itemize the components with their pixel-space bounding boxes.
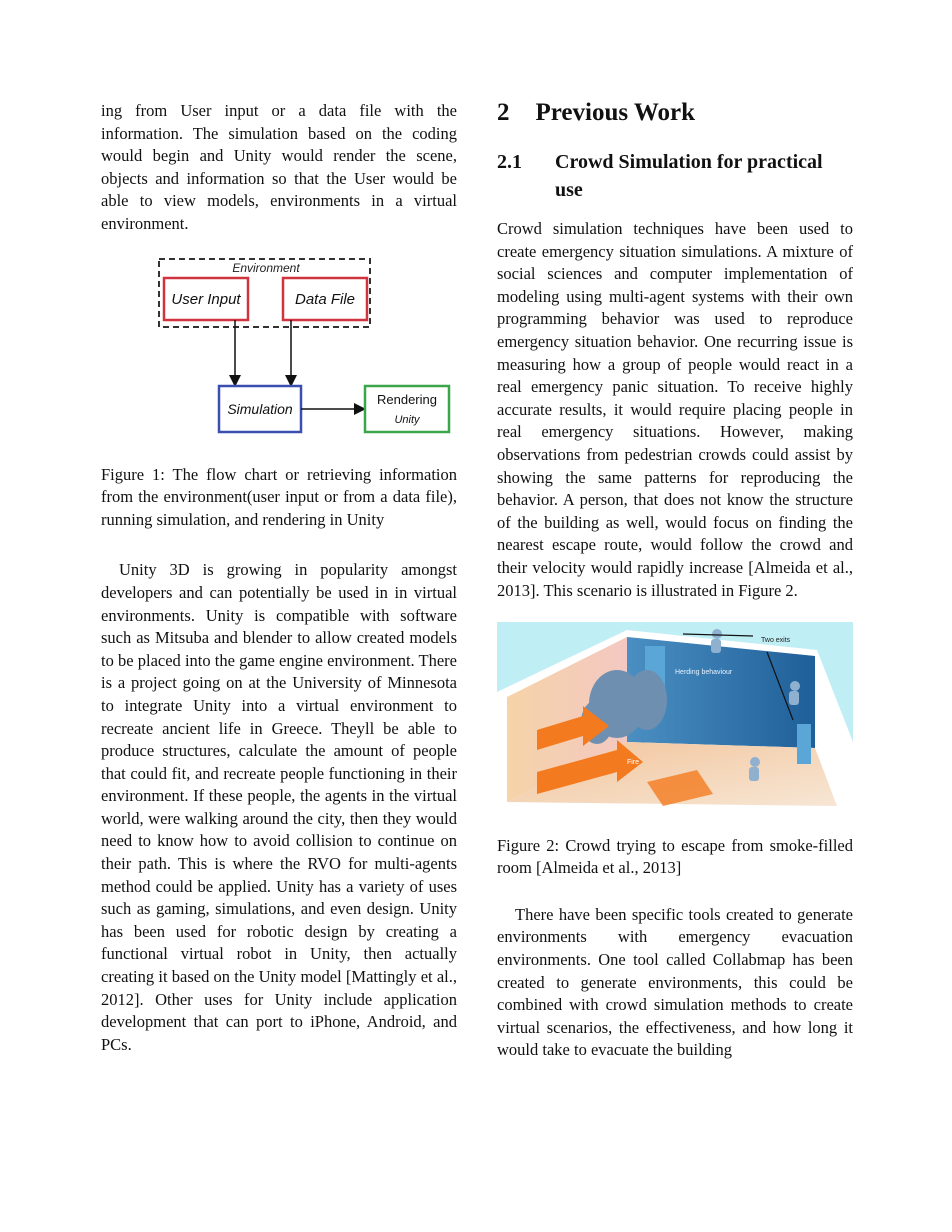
flow-chart-diagram <box>101 258 457 436</box>
paragraph-tools: There have been specific tools created to generate environments with emergency evacuation environments. One tool called Collabmap has been created to generate environments, this could be combined with crowd simulation methods to create virtual scenarios, the effectiveness, and how long it would take to evacuate the building <box>497 904 853 1060</box>
herding-label: Herding behaviour <box>675 669 733 677</box>
left-column <box>101 100 457 1056</box>
data-file-label: Data File <box>294 290 356 308</box>
exit-door-2 <box>797 724 811 764</box>
rendering-label: Rendering <box>377 391 437 407</box>
section-title: Previous Work <box>535 99 696 126</box>
user-input-label: User Input <box>171 290 241 308</box>
paragraph-crowd-simulation: Crowd simulation techniques have been used to create emergency situation simulations. A mixture of social sciences and computer implementation of modeling using multi-agent systems with their own programming behavior was used to reproduce emergency situation behavior. One recurring issue is measuring how a group of people would react in a real emergency panic situation. To receive highly accurate results, it would require placing people in real emergency situations. However, making observations from pedestrian crowds could assist by showing the same patterns for reproducing the behavior. A person, that does not know the structure of the building as well, would focus on finding the nearest escape route, would follow the crowd and their velocity would rapidly increase [Almeida et al., 2013]. This scenario is illustrated in Figure 2. <box>497 219 853 600</box>
crowd-escape-illustration <box>497 622 853 806</box>
paragraph-continued: ing from User input or a data file with the information. The simulation based on the coding would begin and Unity would render the scene, objects and information so that the User would be able to view models, environments in a virtual environment. <box>101 101 457 233</box>
figure-2 <box>497 622 853 813</box>
section-heading <box>497 100 853 126</box>
subsection-number: 2.1 <box>497 151 522 173</box>
paragraph-unity: Unity 3D is growing in popularity amongst developers and can potentially be used in in virtual environments. Unity is compatible with software such as Mitsuba and blender to allow created models to be placed into the game engine environment. There is a project going on at the University of Minnesota to integrate Unity into a virtual environment to recreate ancient life in Greece. Theyll be able to produce structures, calculate the amount of people that could fit, and recreate people functioning in their environment. If these people, the agents in the virtual world, were walking around the city, then they would need to know how to avoid collision to continue on their path. This is where the RVO for multi-agents method could be applied. Unity has a variety of uses such as gaming, simulations, and even design. Unity has been used for robotic design by creating a functional virtual robot in Unity, then actually creating it based on the Unity model [Mattingly et al., 2012]. Other uses for Unity include application development that can port to iPhone, Android, and PCs. <box>101 560 457 1054</box>
simulation-label: Simulation <box>227 400 293 417</box>
rendering-sub-label: Unity <box>394 413 420 426</box>
figure-2-caption: Figure 2: Crowd trying to escape from smoke-filled room [Almeida et al., 2013] <box>497 835 853 878</box>
subsection-heading <box>497 148 853 204</box>
subsection-title: Crowd Simulation for practical use <box>555 151 823 201</box>
fire-label: Fire <box>627 759 640 767</box>
figure-1-caption: Figure 1: The flow chart or retrieving information from the environment(user input or from a data file), running simulation, and rendering in Unity <box>101 464 457 529</box>
figure-1 <box>101 258 457 436</box>
two-exits-label: Two exits <box>761 637 791 645</box>
environment-label: Environment <box>232 260 300 275</box>
right-column <box>497 100 853 1062</box>
section-number: 2 <box>497 99 510 126</box>
